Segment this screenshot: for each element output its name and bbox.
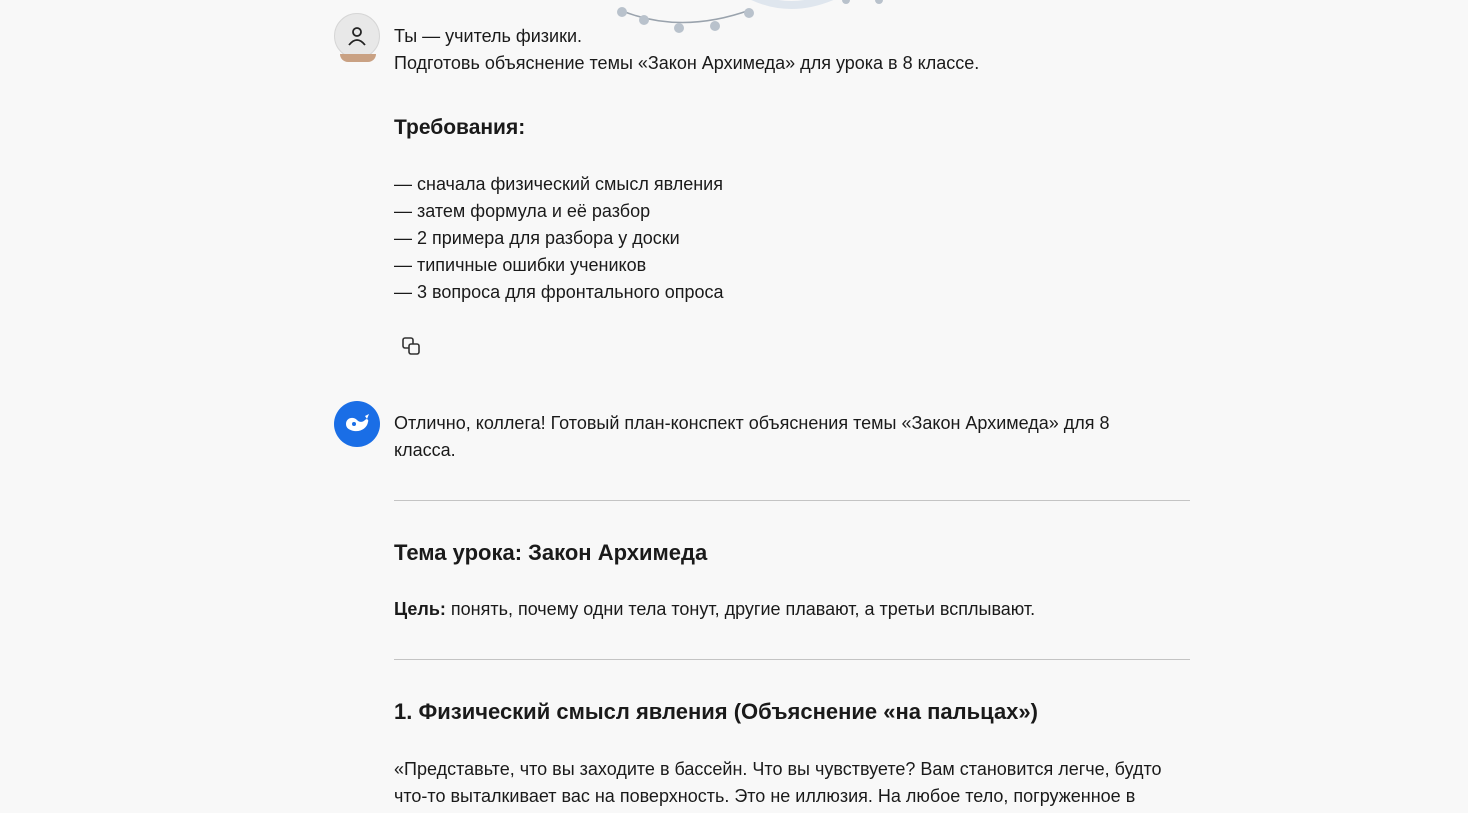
list-item: — типичные ошибки учеников	[394, 255, 647, 275]
assistant-intro: Отлично, коллега! Готовый план-конспект объяснения темы «Закон Архимеда» для 8 класса.	[394, 413, 1110, 460]
section-heading: 1. Физический смысл явления (Объяснение «на пальцах»)	[394, 699, 1038, 724]
list-item: — 2 примера для разбора у доски	[394, 228, 680, 248]
assistant-avatar	[334, 401, 380, 447]
user-message-line: Ты — учитель физики.	[394, 26, 583, 46]
lesson-goal	[394, 596, 1035, 623]
divider	[394, 500, 1190, 501]
list-item: — 3 вопроса для фронтального опроса	[394, 282, 724, 302]
section-paragraph: «Представьте, что вы заходите в бассейн. Что вы чувствуете? Вам становится легче, будто что-то выталкивает вас на поверхность. Это не иллюзия. На любое тело, погруженное в	[394, 759, 1162, 806]
lesson-topic-heading: Тема урока: Закон Архимеда	[394, 540, 708, 565]
list-item: — затем формула и её разбор	[394, 201, 651, 221]
copy-button[interactable]	[398, 333, 424, 359]
requirements-heading: Требования:	[394, 116, 526, 139]
goal-label: Цель:	[394, 599, 446, 619]
copy-icon	[401, 336, 421, 356]
whale-logo-icon	[343, 412, 371, 436]
user-icon	[346, 25, 368, 47]
list-item: — сначала физический смысл явления	[394, 174, 723, 194]
avatar-stand	[340, 54, 376, 62]
user-message	[394, 23, 1194, 77]
goal-text: понять, почему одни тела тонут, другие плавают, а третьи всплывают.	[445, 599, 1036, 619]
user-avatar	[334, 13, 380, 59]
user-message-line: Подготовь объяснение темы «Закон Архимеда» для урока в 8 классе.	[394, 53, 980, 73]
divider	[394, 659, 1190, 660]
requirements-list	[394, 171, 724, 306]
